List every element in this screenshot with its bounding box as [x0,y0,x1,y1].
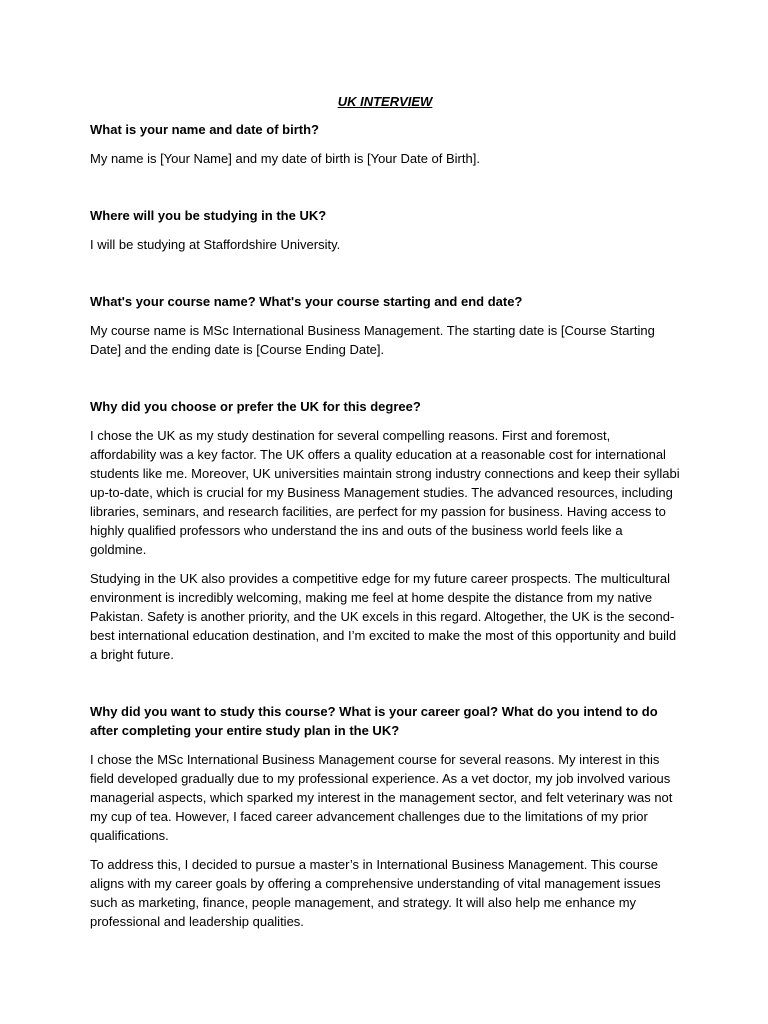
question-study-location: Where will you be studying in the UK? [90,208,327,223]
question-why-course: Why did you want to study this course? What is your career goal? What do you intend to do after completing your entire study plan in the UK? [90,704,658,738]
question-why-uk: Why did you choose or prefer the UK for this degree? [90,399,421,414]
answer-why-uk-paragraph-1: I chose the UK as my study destination for several compelling reasons. First and foremost, affordability was a key factor. The UK offers a quality education at a reasonable cost for international students like me. Moreover, UK universities maintain strong industry connections and keep their syllabi up-to-date, which is crucial for my Business Management studies. The advanced resources, including libraries, seminars, and research facilities, are perfect for my passion for business. Having access to highly qualified professors who understand the ins and outs of the business world feels like a goldmine. [90,428,680,557]
section-gap [90,178,680,206]
answer-name-dob: My name is [Your Name] and my date of birth is [Your Date of Birth]. [90,151,480,166]
section-gap [90,674,680,702]
answer-study-location: I will be studying at Staffordshire University. [90,237,341,252]
answer-why-uk-paragraph-2: Studying in the UK also provides a competitive edge for my future career prospects. The multicultural environment is incredibly welcoming, making me feel at home despite the distance from my native Pakistan. Safety is another priority, and the UK excels in this regard. Altogether, the UK is the second-best international education destination, and I’m excited to make the most of this opportunity and build a bright future. [90,571,677,662]
section-gap [90,369,680,397]
answer-why-course-paragraph-2: To address this, I decided to pursue a master’s in International Business Management. This course aligns with my career goals by offering a comprehensive understanding of vital management issues such as marketing, finance, people management, and strategy. It will also help me enhance my professional and leadership qualities. [90,857,661,929]
question-name-dob: What is your name and date of birth? [90,122,319,137]
question-course-dates: What's your course name? What's your course starting and end date? [90,294,523,309]
answer-why-course-paragraph-1: I chose the MSc International Business Management course for several reasons. My interest in this field developed gradually due to my professional experience. As a vet doctor, my job involved various managerial aspects, which sparked my interest in the management sector, and felt veterinary was not my cup of tea. However, I faced career advancement challenges due to the limitations of my prior qualifications. [90,752,673,843]
document-page [90,92,680,941]
document-title: UK INTERVIEW [337,94,433,109]
section-gap [90,264,680,292]
answer-course-dates: My course name is MSc International Business Management. The starting date is [Course Starting Date] and the ending date is [Course Ending Date]. [90,323,655,357]
